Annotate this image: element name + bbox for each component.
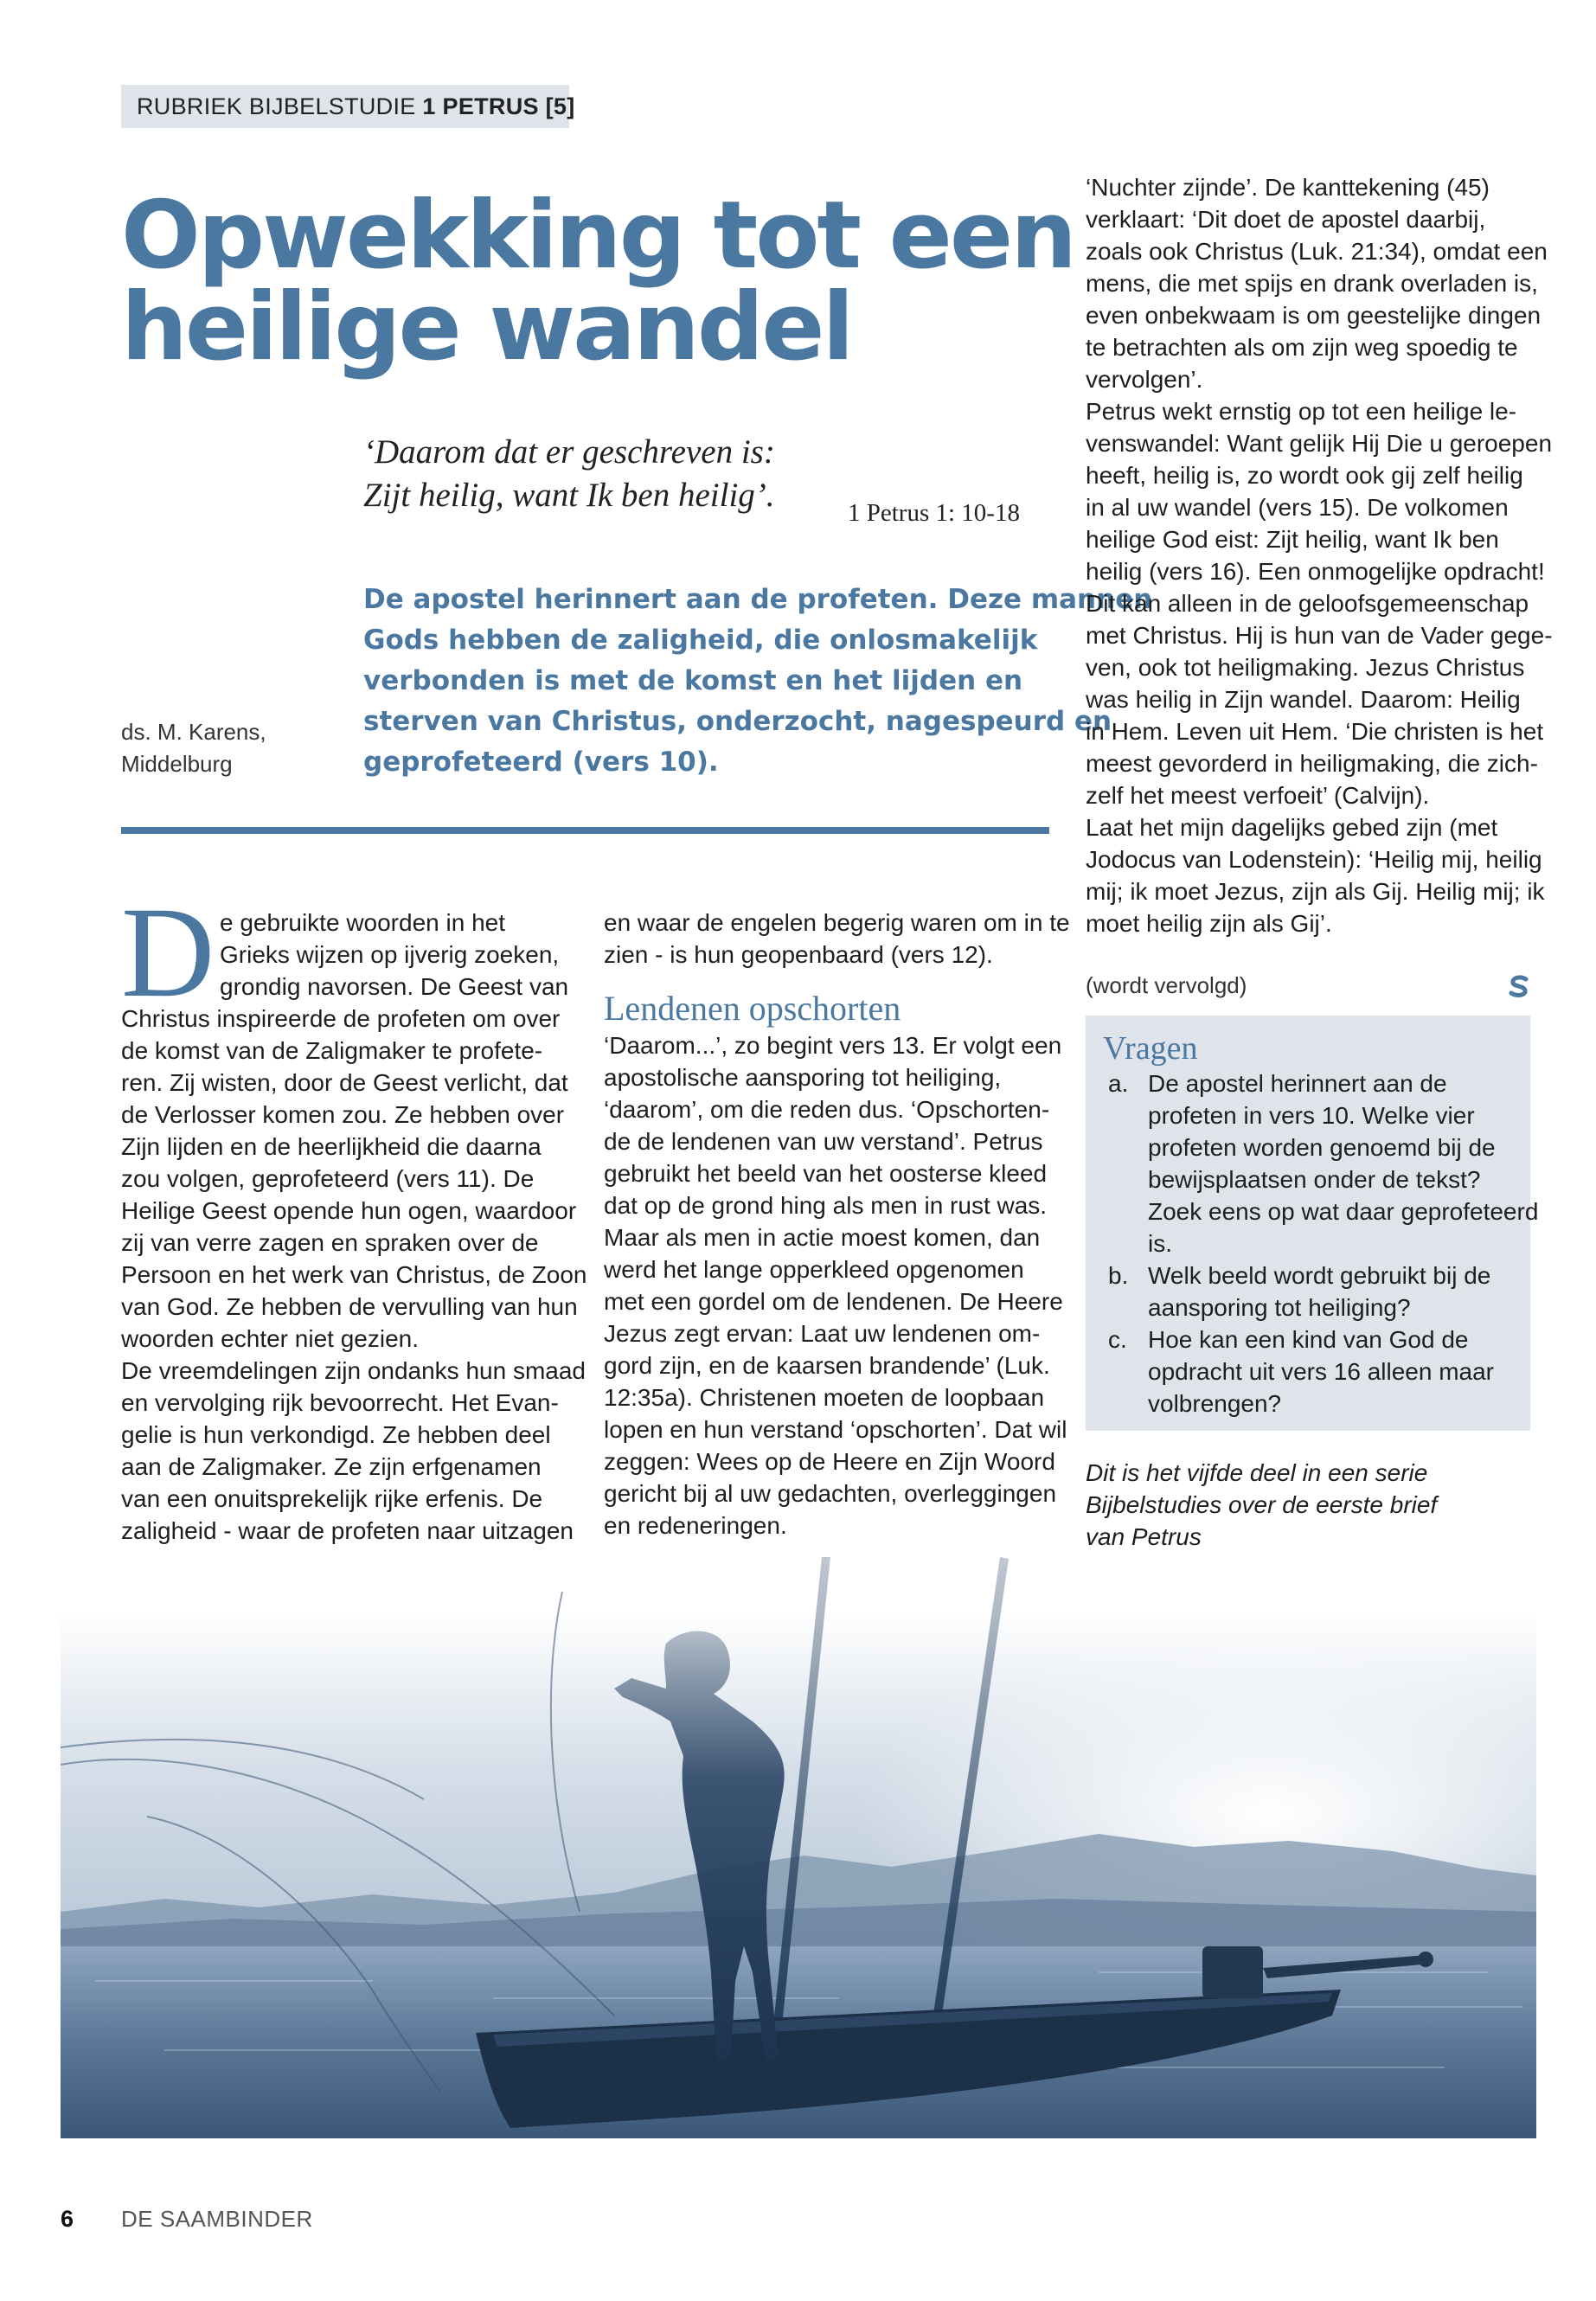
rubric-prefix: RUBRIEK BIJBELSTUDIE (137, 93, 423, 119)
divider-rule (121, 827, 1049, 834)
series-line: van Petrus (1086, 1523, 1202, 1550)
question-line: profeten worden genoemd bij de (1148, 1134, 1496, 1161)
body-column-1 (121, 907, 587, 1547)
question-line: aansporing tot heiliging? (1148, 1294, 1411, 1321)
text-line: met een gordel om de lendenen. De Heere (604, 1288, 1063, 1315)
text-line: Heilige Geest opende hun ogen, waardoor (121, 1197, 577, 1224)
text-line: van een onuitsprekelijk rijke erfenis. De (121, 1485, 543, 1512)
lead-line: sterven van Christus, onderzocht, nagespeurd en (363, 706, 1112, 737)
text-line: gericht bij al uw gedachten, overleggingen (604, 1480, 1057, 1507)
question-line: Hoe kan een kind van God de (1148, 1326, 1469, 1353)
article-title (121, 182, 1075, 381)
question-line: volbrengen? (1148, 1390, 1282, 1417)
text-line: lopen en hun verstand ‘opschorten’. Dat wil (604, 1416, 1067, 1443)
series-note (1086, 1457, 1535, 1553)
lead-line: geprofeteerd (vers 10). (363, 747, 719, 778)
text-line: mij; ik moet Jezus, zijn als Gij. Heilig mij; ik (1086, 878, 1545, 905)
question-marker: b. (1108, 1262, 1129, 1289)
question-marker: a. (1108, 1070, 1129, 1097)
text-line: moet heilig zijn als Gij’. (1086, 910, 1332, 937)
questions-title: Vragen (1103, 1030, 1198, 1067)
text-line: werd het lange opperkleed opgenomen (604, 1256, 1024, 1283)
question-item (1103, 1067, 1539, 1259)
text-line: ren. Zij wisten, door de Geest verlicht, dat (121, 1069, 568, 1096)
text-line: zaligheid - waar de profeten naar uitzagen (121, 1517, 574, 1544)
text-line: De vreemdelingen zijn ondanks hun smaad (121, 1357, 586, 1384)
text-line: 12:35a). Christenen moeten de loopbaan (604, 1384, 1045, 1411)
text-line: Laat het mijn dagelijks gebed zijn (met (1086, 814, 1498, 841)
text-line: Petrus wekt ernstig op tot een heilige le- (1086, 398, 1517, 425)
text-line: zij van verre zagen en spraken over de (121, 1229, 539, 1256)
questions-box (1086, 1016, 1539, 1431)
text-line: zoals ook Christus (Luk. 21:34), omdat een (1086, 238, 1548, 265)
text-line: en waar de engelen begerig waren om in te (604, 909, 1070, 936)
question-line: De apostel herinnert aan de (1148, 1070, 1447, 1097)
text-line: venswandel: Want gelijk Hij Die u geroepen (1086, 430, 1553, 457)
text-line: zou volgen, geprofeteerd (vers 11). De (121, 1165, 535, 1192)
text-line: Christus inspireerde de profeten om over (121, 1005, 561, 1032)
question-line: opdracht uit vers 16 alleen maar (1148, 1358, 1494, 1385)
text-line: grondig navorsen. De Geest van (220, 973, 569, 1000)
quote-line-2: Zijt heilig, want Ik ben heilig’. (363, 477, 775, 514)
text-line: en vervolging rijk bevoorrecht. Het Evan- (121, 1389, 559, 1416)
title-line-1: Opwekking tot een (121, 182, 1075, 290)
magazine-name: DE SAAMBINDER (121, 2206, 313, 2232)
text-line: Persoon en het werk van Christus, de Zoon (121, 1261, 587, 1288)
text-line: mens, die met spijs en drank overladen is, (1086, 270, 1538, 297)
series-line: Dit is het vijfde deel in een serie (1086, 1459, 1428, 1486)
drop-cap: D (121, 881, 215, 1024)
text-line: gelie is hun verkondigd. Ze hebben deel (121, 1421, 551, 1448)
text-line: zelf het meest verfoeit’ (Calvijn). (1086, 782, 1430, 809)
lead-paragraph (363, 580, 1153, 783)
lead-line: De apostel herinnert aan de profeten. Deze mannen (363, 584, 1153, 615)
page-number: 6 (61, 2206, 74, 2232)
text-line: gebruikt het beeld van het oosterse kleed (604, 1160, 1048, 1187)
text-line: Grieks wijzen op ijverig zoeken, (220, 941, 560, 968)
text-line: Dit kan alleen in de geloofsgemeenschap (1086, 590, 1529, 617)
text-line: de komst van de Zaligmaker te profete- (121, 1037, 543, 1064)
question-line: bewijsplaatsen onder de tekst? (1148, 1166, 1481, 1193)
saambinder-s-logo-icon (1507, 974, 1531, 998)
text-line: in Hem. Leven uit Hem. ‘Die christen is het (1086, 718, 1544, 745)
text-line: verklaart: ‘Dit doet de apostel daarbij, (1086, 206, 1486, 233)
subheading-lendenen: Lendenen opschorten (604, 989, 901, 1028)
text-line: zien - is hun geopenbaard (vers 12). (604, 941, 993, 968)
rubric-series: 1 PETRUS [5] (422, 93, 575, 119)
quote-line-1: ‘Daarom dat er geschreven is: (363, 433, 775, 471)
text-line: heeft, heilig is, zo wordt ook gij zelf heilig (1086, 462, 1523, 489)
body-column-3 (1086, 171, 1553, 939)
text-line: en redeneringen. (604, 1512, 787, 1539)
text-line: zeggen: Wees op de Heere en Zijn Woord (604, 1448, 1055, 1475)
text-line: even onbekwaam is om geestelijke dingen (1086, 302, 1542, 329)
lead-line: verbonden is met de komst en het lijden en (363, 665, 1023, 696)
text-line: aan de Zaligmaker. Ze zijn erfgenamen (121, 1453, 542, 1480)
text-line: was heilig in Zijn wandel. Daarom: Heilig (1086, 686, 1521, 713)
scripture-quote (363, 431, 848, 517)
text-line: woorden echter niet gezien. (121, 1325, 419, 1352)
fisherman-photo (61, 1462, 1536, 2138)
text-line: van God. Ze hebben de vervulling van hun (121, 1293, 578, 1320)
quote-reference: 1 Petrus 1: 10-18 (848, 499, 1020, 527)
text-line: met Christus. Hij is hun van de Vader gege- (1086, 622, 1553, 649)
text-line: ‘daarom’, om die reden dus. ‘Opschorten- (604, 1096, 1050, 1123)
question-item (1103, 1259, 1513, 1324)
question-line: Zoek eens op wat daar geprofeteerd (1148, 1198, 1539, 1225)
question-line: is. (1148, 1230, 1172, 1257)
text-line: ‘Daarom...’, zo begint vers 13. Er volgt een (604, 1032, 1062, 1059)
text-line: heilige God eist: Zijt heilig, want Ik ben (1086, 526, 1499, 553)
text-line: ‘Nuchter zijnde’. De kanttekening (45) (1086, 174, 1490, 201)
text-line: heilig (vers 16). Een onmogelijke opdracht! (1086, 558, 1545, 585)
question-line: Welk beeld wordt gebruikt bij de (1148, 1262, 1491, 1289)
text-line: apostolische aansporing tot heiliging, (604, 1064, 1002, 1091)
series-line: Bijbelstudies over de eerste brief (1086, 1491, 1438, 1518)
text-line: Maar als men in actie moest komen, dan (604, 1224, 1041, 1251)
text-line: gord zijn, en de kaarsen brandende’ (Luk. (604, 1352, 1050, 1379)
text-line: te betrachten als om zijn weg spoedig te (1086, 334, 1518, 361)
lead-line: Gods hebben de zaligheid, die onlosmakelijk (363, 625, 1038, 656)
text-line: Jodocus van Lodenstein): ‘Heilig mij, heilig (1086, 846, 1542, 873)
text-line: Jezus zegt ervan: Laat uw lendenen om- (604, 1320, 1041, 1347)
title-line-2: heilige wandel (121, 273, 852, 381)
continued-note: (wordt vervolgd) (1086, 972, 1247, 998)
text-line: Zijn lijden en de heerlijkheid die daarna (121, 1133, 542, 1160)
question-line: profeten in vers 10. Welke vier (1148, 1102, 1475, 1129)
text-line: dat op de grond hing als men in rust was. (604, 1192, 1048, 1219)
text-line: ven, ook tot heiligmaking. Jezus Christus (1086, 654, 1525, 681)
author-byline (121, 716, 329, 780)
author-place: Middelburg (121, 751, 233, 777)
author-name: ds. M. Karens, (121, 719, 266, 745)
question-item (1103, 1324, 1513, 1420)
text-line: in al uw wandel (vers 15). De volkomen (1086, 494, 1509, 521)
text-line: de Verlosser komen zou. Ze hebben over (121, 1101, 565, 1128)
text-line: meest gevorderd in heiligmaking, die zich- (1086, 750, 1538, 777)
section-rubric (121, 85, 575, 128)
text-line: e gebruikte woorden in het (220, 909, 505, 936)
text-line: de de lendenen van uw verstand’. Petrus (604, 1128, 1043, 1155)
question-marker: c. (1108, 1326, 1127, 1353)
body-column-2 (604, 907, 1070, 1541)
text-line: vervolgen’. (1086, 366, 1203, 393)
